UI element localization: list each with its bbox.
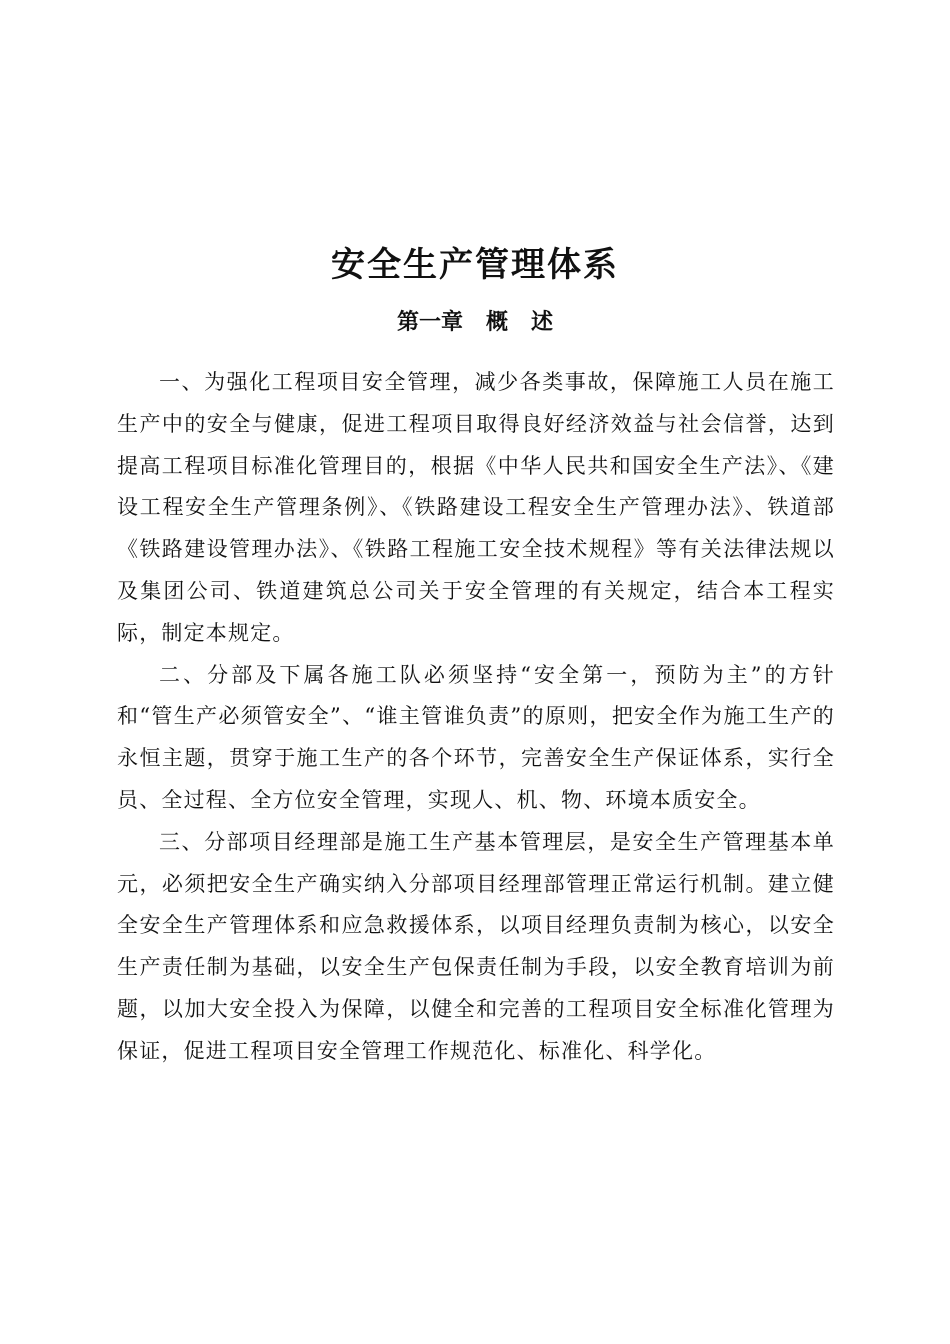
paragraph-3: 三、分部项目经理部是施工生产基本管理层，是安全生产管理基本单元，必须把安全生产确实纳入分部项目经理部管理正常运行机制。建立健全安全生产管理体系和应急救援体系，以项目经理负责制为核心，以安全生产责任制为基础，以安全生产包保责任制为手段，以安全教育培训为前题，以加大安全投入为保障，以健全和完善的工程项目安全标准化管理为保证，促进工程项目安全管理工作规范化、标准化、科学化。 [117,829,835,1063]
paragraph-2: 二、分部及下属各施工队必须坚持“安全第一，预防为主”的方针和“管生产必须管安全”、“谁主管谁负责”的原则，把安全作为施工生产的永恒主题，贯穿于施工生产的各个环节，完善安全生产保证体系，实行全员、全过程、全方位安全管理，实现人、机、物、环境本质安全。 [117,662,835,812]
document-body [117,362,835,1073]
paragraph-1: 一、为强化工程项目安全管理，减少各类事故，保障施工人员在施工生产中的安全与健康，促进工程项目取得良好经济效益与社会信誉，达到提高工程项目标准化管理目的，根据《中华人民共和国安全生产法》、《建设工程安全生产管理条例》、《铁路建设工程安全生产管理办法》、铁道部《铁路建设管理办法》、《铁路工程施工安全技术规程》等有关法律法规以及集团公司、铁道建筑总公司关于安全管理的有关规定，结合本工程实际，制定本规定。 [117,370,835,645]
document-title: 安全生产管理体系 [331,245,619,285]
chapter-heading: 第一章 概 述 [397,309,553,335]
